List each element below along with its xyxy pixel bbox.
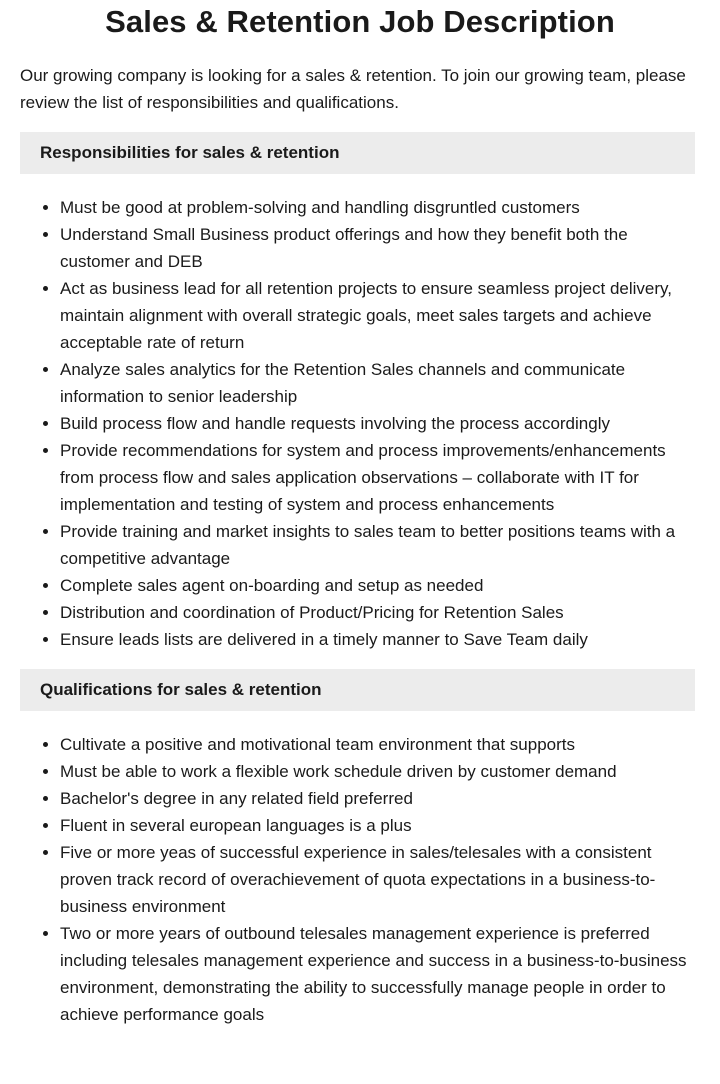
list-item: • Complete sales agent on-boarding and setup as needed — [60, 572, 700, 599]
list-item: • Analyze sales analytics for the Retention Sales channels and communicate information to senior leadership — [60, 356, 700, 410]
list-item: • Cultivate a positive and motivational team environment that supports — [60, 731, 700, 758]
list-item: • Must be good at problem-solving and handling disgruntled customers — [60, 194, 700, 221]
list-item: • Bachelor's degree in any related field preferred — [60, 785, 700, 812]
list-item: • Provide recommendations for system and process improvements/enhancements from process flow and sales application observations – collaborate with IT for implementation and testing of system and process enhancements — [60, 437, 700, 518]
responsibilities-list — [20, 194, 700, 653]
intro-paragraph: Our growing company is looking for a sales & retention. To join our growing team, please review the list of responsibilities and qualifications. — [20, 66, 686, 112]
list-item: • Must be able to work a flexible work schedule driven by customer demand — [60, 758, 700, 785]
qualifications-list — [20, 731, 700, 1028]
list-item: • Distribution and coordination of Product/Pricing for Retention Sales — [60, 599, 700, 626]
responsibilities-heading: Responsibilities for sales & retention — [20, 132, 695, 174]
list-item: • Fluent in several european languages is a plus — [60, 812, 700, 839]
list-item: • Understand Small Business product offerings and how they benefit both the customer and DEB — [60, 221, 700, 275]
list-item: • Two or more years of outbound telesales management experience is preferred including telesales management experience and success in a business-to-business environment, demonstrating the ability to successfully manage people in order to achieve performance goals — [60, 920, 700, 1028]
list-item: • Act as business lead for all retention projects to ensure seamless project delivery, maintain alignment with overall strategic goals, meet sales targets and achieve acceptable rate of return — [60, 275, 700, 356]
list-item: • Five or more yeas of successful experience in sales/telesales with a consistent proven track record of overachievement of quota expectations in a business-to-business environment — [60, 839, 700, 920]
list-item: • Provide training and market insights to sales team to better positions teams with a competitive advantage — [60, 518, 700, 572]
page-title: Sales & Retention Job Description — [105, 4, 615, 39]
list-item: • Ensure leads lists are delivered in a timely manner to Save Team daily — [60, 626, 700, 653]
list-item: • Build process flow and handle requests involving the process accordingly — [60, 410, 700, 437]
qualifications-heading: Qualifications for sales & retention — [20, 669, 695, 711]
